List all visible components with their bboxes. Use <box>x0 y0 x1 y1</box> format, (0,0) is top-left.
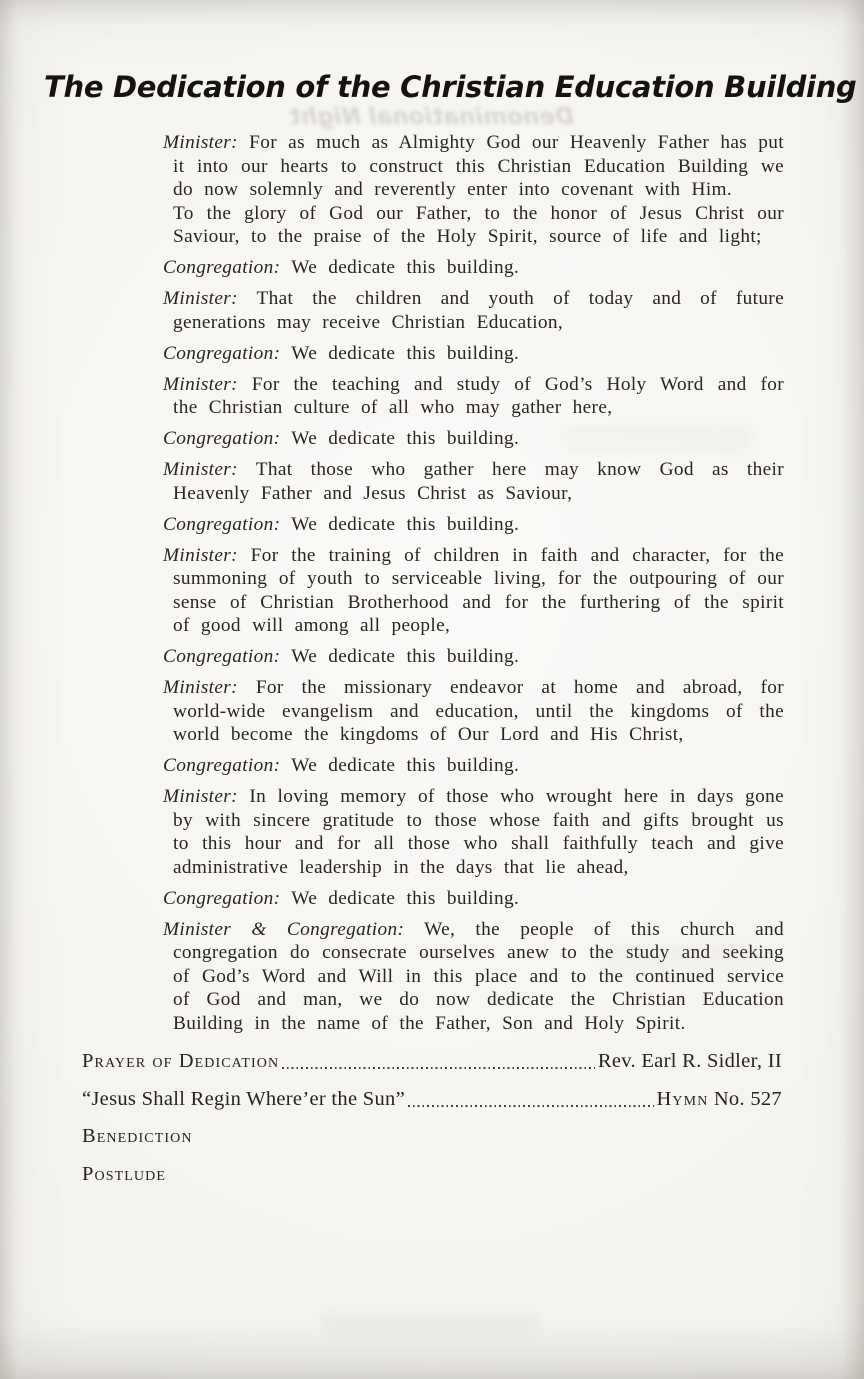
liturgy-paragraph: Minister: That those who gather here may know God as their Heavenly Father and Jesus Christ as Saviour, <box>163 459 784 504</box>
plain-text: No. 527 <box>708 1087 782 1110</box>
program-item-value <box>598 1050 782 1073</box>
speaker-label: Minister: <box>163 459 238 480</box>
program-line <box>82 1088 782 1111</box>
program-line <box>82 1125 782 1148</box>
program-section <box>82 1050 782 1186</box>
program-item-value <box>657 1088 782 1111</box>
liturgy-paragraph: Minister: For the training of children in faith and character, for the summoning of youth to serviceable living, for the outpouring of our sense of Christian Brotherhood and for the furthering of the spirit of good will among all people, <box>163 544 784 636</box>
speaker-label: Congregation: <box>163 755 281 776</box>
liturgy-paragraph: Minister: For the teaching and study of God’s Holy Word and for the Christian culture of all who may gather here, <box>163 373 784 418</box>
program-item-label <box>82 1088 405 1111</box>
liturgy-paragraph: Congregation: We dedicate this building. <box>163 646 520 667</box>
program-item-label <box>82 1163 166 1186</box>
small-caps-text: Hymn <box>656 1087 709 1110</box>
liturgy-paragraph: Congregation: We dedicate this building. <box>163 342 520 364</box>
program-item-label <box>82 1125 193 1148</box>
dotted-leader <box>279 1050 598 1073</box>
speaker-label: Congregation: <box>163 428 281 449</box>
program-line <box>82 1163 782 1186</box>
speaker-label: Congregation: <box>163 342 281 364</box>
bleedthrough-text: Denominational Night <box>289 104 575 130</box>
small-caps-text: Postlude <box>82 1162 166 1185</box>
liturgy-paragraph: Minister: That the children and youth of today and of future generations may receive Christian Education, <box>163 288 784 333</box>
small-caps-text: Benediction <box>82 1125 193 1147</box>
dotted-leader <box>405 1088 657 1111</box>
speaker-label: Minister: <box>163 677 238 698</box>
liturgy-paragraph: Minister: For as much as Almighty God our Heavenly Father has put it into our hearts to construct this Christian Education Building we do now solemnly and reverently enter into covenant with Him. <box>163 132 784 200</box>
speaker-label: Minister & Congregation: <box>163 918 405 940</box>
plain-text: Rev. Earl R. Sidler, II <box>597 1050 782 1072</box>
liturgy-paragraph: Congregation: We dedicate this building. <box>163 755 520 776</box>
speaker-label: Congregation: <box>163 646 281 667</box>
liturgy-paragraph: Minister: In loving memory of those who wrought here in days gone by with sincere gratitude to those whose faith and gifts brought us to this hour and for all those who shall faithfully teach and give administrative leadership in the days that lie ahead, <box>163 786 784 878</box>
speaker-label: Congregation: <box>163 887 281 909</box>
liturgy-paragraph: Minister & Congregation: We, the people of this church and congregation do consecrate ourselves anew to the study and seeking of God’s Word and Will in this place and to the continued service of God and man, we do now dedicate the Christian Education Building in the name of the Father, Son and Holy Spirit. <box>163 918 785 1034</box>
speaker-label: Minister: <box>163 373 238 395</box>
program-item-label <box>82 1050 279 1073</box>
liturgy-paragraph: Congregation: We dedicate this building. <box>163 257 520 278</box>
speaker-label: Minister: <box>163 544 238 566</box>
speaker-label: Minister: <box>163 786 238 807</box>
speaker-label: Minister: <box>163 132 238 153</box>
liturgy-paragraph: Congregation: We dedicate this building. <box>163 887 520 909</box>
program-line <box>82 1050 782 1073</box>
speaker-label: Congregation: <box>163 513 281 535</box>
speaker-label: Congregation: <box>163 257 281 278</box>
scan-smudge <box>320 1312 540 1334</box>
liturgy-paragraph: Minister: For the missionary endeavor at home and abroad, for world-wide evangelism and education, until the kingdoms of the world become the kingdoms of Our Lord and His Christ, <box>163 677 784 745</box>
page-title: The Dedication of the Christian Education Building <box>44 70 857 104</box>
small-caps-text: Prayer of Dedication <box>82 1050 280 1072</box>
liturgy-section <box>163 131 785 1035</box>
plain-text: “Jesus Shall Regin Where’er the Sun” <box>82 1087 405 1110</box>
liturgy-paragraph: Congregation: We dedicate this building. <box>163 428 520 449</box>
liturgy-paragraph: Congregation: We dedicate this building. <box>163 513 520 535</box>
speaker-label: Minister: <box>163 288 238 309</box>
liturgy-paragraph: To the glory of God our Father, to the honor of Jesus Christ our Saviour, to the praise of the Holy Spirit, source of life and light; <box>173 202 784 247</box>
